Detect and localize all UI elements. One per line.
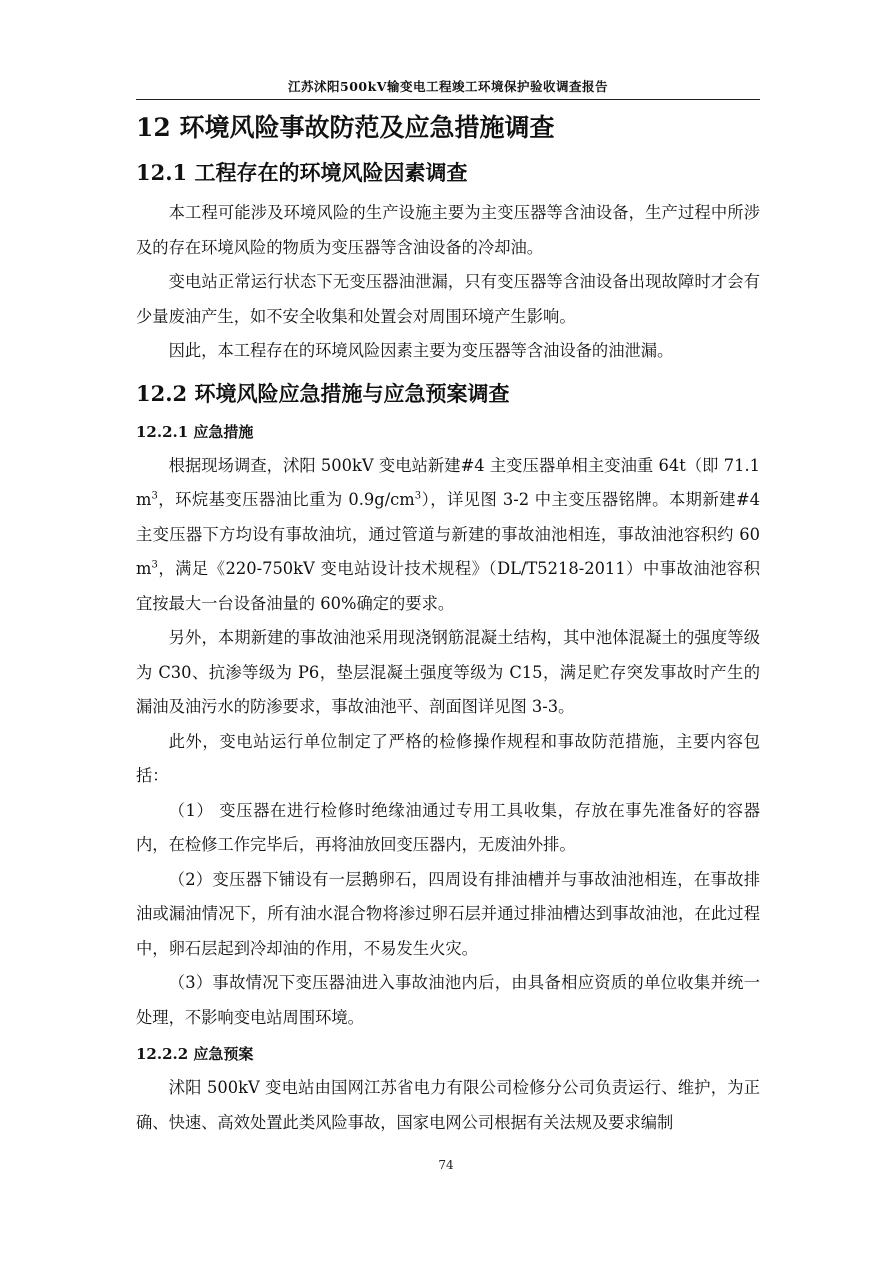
text-run: ），详见图 3-2 中主变压器铭牌。本期新建#4 主变压器下方均设有事故油坑，通过管道与新建的事故油池相连，事故油池容积约 60m — [136, 490, 760, 578]
text-run: ，环烷基变压器油比重为 0.9g/cm — [157, 490, 415, 509]
paragraph: 另外，本期新建的事故油池采用现浇钢筋混凝土结构，其中池体混凝土的强度等级为 C30、抗渗等级为 P6，垫层混凝土强度等级为 C15，满足贮存突发事故时产生的漏油及油污水的防渗要求，事故油池平、剖面图详见图 3-3。 — [136, 628, 760, 716]
running-header: 江苏沭阳500kV输变电工程竣工环境保护验收调查报告 — [288, 79, 608, 94]
paragraph: 沭阳 500kV 变电站由国网江苏省电力有限公司检修分公司负责运行、维护，为正确、快速、高效处置此类风险事故，国家电网公司根据有关法规及要求编制 — [136, 1078, 760, 1132]
text-run: ，满足《220-750kV 变电站设计技术规程》（DL/T5218-2011）中事故油池容积宜按最大一台设备油量的 60%确定的要求。 — [136, 559, 760, 613]
superscript: 3 — [151, 490, 158, 502]
header-rule — [136, 99, 760, 100]
list-item-3: （3）事故情况下变压器油进入事故油池内后，由具备相应资质的单位收集并统一处理，不影响变电站周围环境。 — [136, 973, 760, 1027]
page-content — [136, 108, 760, 1140]
superscript: 3 — [151, 559, 158, 571]
list-item-1: （1） 变压器在进行检修时绝缘油通过专用工具收集，存放在事先准备好的容器内，在检修工作完毕后，再将油放回变压器内，无废油外排。 — [136, 800, 760, 854]
subsection-title-12-2-2: 12.2.2 应急预案 — [136, 1045, 254, 1063]
section-title-12-2: 12.2 环境风险应急措施与应急预案调查 — [136, 380, 510, 406]
paragraph-oil-volume — [136, 449, 760, 622]
chapter-title: 12 环境风险事故防范及应急措施调查 — [136, 113, 555, 142]
page-number: 74 — [438, 1158, 454, 1172]
superscript: 3 — [414, 490, 422, 502]
paragraph: 本工程可能涉及环境风险的生产设施主要为主变压器等含油设备，生产过程中所涉及的存在环境风险的物质为变压器等含油设备的冷却油。 — [136, 203, 760, 257]
text-run: 根据现场调查，沭阳 500kV 变电站新建#4 主变压器单相主变油重 64t（即 71.1m — [136, 455, 760, 509]
section-title-12-1: 12.1 工程存在的环境风险因素调查 — [136, 160, 468, 185]
paragraph: 变电站正常运行状态下无变压器油泄漏，只有变压器等含油设备出现故障时才会有少量废油产生，如不安全收集和处置会对周围环境产生影响。 — [136, 272, 760, 326]
paragraph: 因此，本工程存在的环境风险因素主要为变压器等含油设备的油泄漏。 — [168, 341, 674, 360]
paragraph: 此外，变电站运行单位制定了严格的检修操作规程和事故防范措施，主要内容包括： — [136, 731, 760, 785]
list-item-2: （2）变压器下铺设有一层鹅卵石，四周设有排油槽并与事故油池相连，在事故排油或漏油情况下，所有油水混合物将渗过卵石层并通过排油槽达到事故油池，在此过程中，卵石层起到冷却油的作用，不易发生火灾。 — [136, 869, 760, 958]
subsection-title-12-2-1: 12.2.1 应急措施 — [136, 422, 254, 441]
